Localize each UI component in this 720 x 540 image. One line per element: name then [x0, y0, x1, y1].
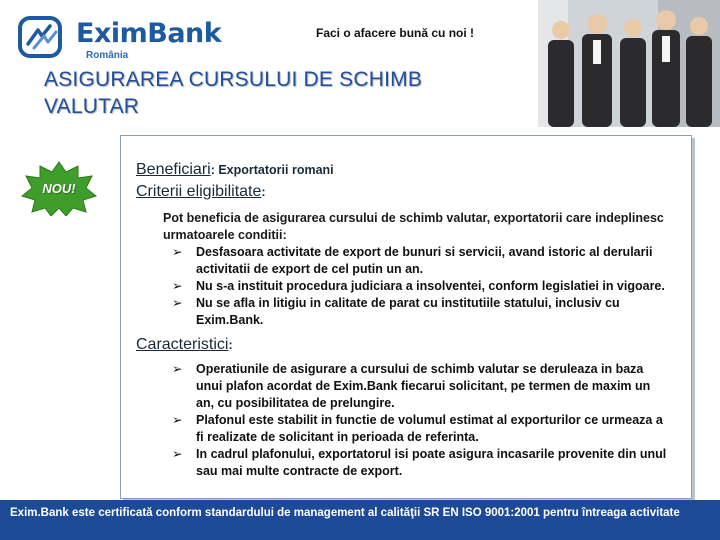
arrow-bullet-icon: ➢ — [172, 296, 183, 310]
new-badge-label: NOU! — [42, 180, 76, 196]
criterii-label: Criterii eligibilitate — [136, 183, 262, 200]
new-badge — [20, 160, 98, 216]
eximbank-logo — [14, 14, 224, 60]
criterii-heading: Criterii eligibilitate: — [136, 183, 266, 200]
beneficiari-heading — [136, 160, 676, 180]
caracteristici-label: Caracteristici — [136, 336, 229, 353]
tagline: Faci o afacere bună cu noi ! — [316, 26, 475, 40]
list-item: ➢ Operatiunile de asigurare a cursului de schimb valutar se deruleaza in baza unui plafon acordat de Exim.Bank fiecarui solicitant, pe termen de maxim un an, cu posibilitatea de prelungire. — [172, 362, 651, 410]
content-clip — [120, 160, 692, 500]
arrow-bullet-icon: ➢ — [172, 413, 183, 427]
certification-footer — [0, 500, 720, 540]
list-item: ➢ Nu s-a instituit procedura judiciara a insolventei, conform legislatiei in vigoare. — [172, 279, 665, 293]
logo-subtitle: România — [86, 50, 129, 61]
list-item: ➢ Plafonul este stabilit in functie de volumul estimat al exporturilor ce urmeaza a fi realizate de solicitant in perioada de referinta. — [172, 413, 663, 444]
logo-mark-icon — [14, 14, 70, 60]
arrow-bullet-icon: ➢ — [172, 362, 183, 376]
arrow-bullet-icon: ➢ — [172, 447, 183, 461]
arrow-bullet-icon: ➢ — [172, 279, 183, 293]
criterii-intro: Pot beneficia de asigurarea cursului de schimb valutar, exportatorii care indeplinesc urmatoarele conditii: — [163, 211, 664, 242]
title-line-2: VALUTAR — [44, 95, 140, 118]
beneficiari-value: : Exportatorii romani — [210, 163, 334, 177]
business-people-photo — [538, 0, 720, 127]
page-title — [44, 66, 564, 120]
list-item: ➢ Nu se afla in litigiu in calitate de parat cu institutiile statului, inclusiv cu Exim.Bank. — [172, 296, 620, 327]
caracteristici-heading: Caracteristici: — [136, 336, 233, 353]
list-item: ➢ In cadrul plafonului, exportatorul isi poate asigura incasarile provenite din unul sau mai multe contracte de export. — [172, 447, 667, 478]
logo-text: EximBank — [76, 18, 222, 49]
arrow-bullet-icon: ➢ — [172, 245, 183, 259]
footer-text: Exim.Bank este certificată conform standardului de management al calităţii SR EN ISO 9001:2001 pentru întreaga activitate — [10, 507, 680, 519]
content-body — [136, 160, 676, 480]
title-line-1: ASIGURAREA CURSULUI DE SCHIMB — [44, 68, 423, 91]
list-item: ➢ Desfasoara activitate de export de bunuri si servicii, avand istoric al derularii activitatii de export de cel putin un an. — [172, 245, 653, 276]
beneficiari-label: Beneficiari — [136, 161, 211, 178]
